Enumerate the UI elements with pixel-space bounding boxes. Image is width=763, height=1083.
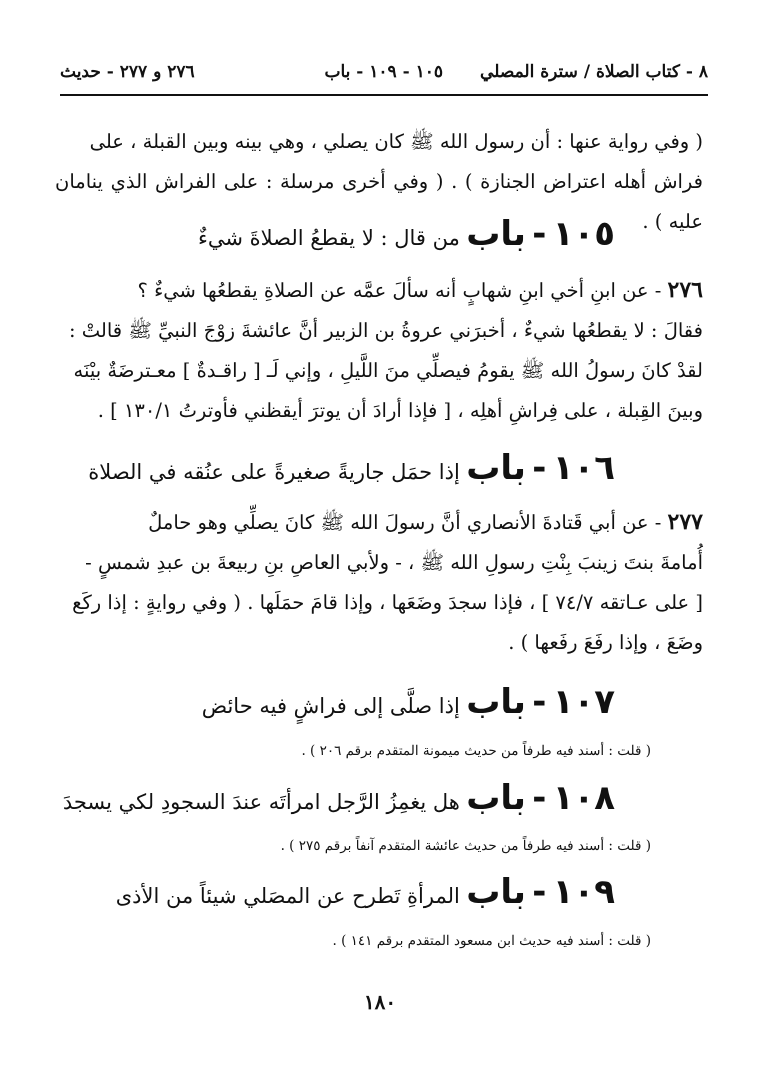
hadith-number: ٢٧٧ bbox=[667, 509, 703, 535]
chapter-heading-109 bbox=[116, 872, 615, 912]
hadith-line bbox=[55, 502, 703, 543]
intro-line: ( وفي رواية عنها : أن رسول الله ﷺ كان يصلي ، وهي بينه وبين القبلة ، على bbox=[89, 130, 703, 153]
chapter-number: ١٠٩ bbox=[552, 872, 615, 912]
hadith-number: ٢٧٦ bbox=[667, 277, 703, 303]
hadith-276 bbox=[55, 270, 703, 431]
chapter-number: ١٠٦ bbox=[552, 448, 615, 488]
chapter-number: ١٠٨ bbox=[552, 778, 615, 818]
chapter-dash: - bbox=[532, 872, 547, 912]
chapter-heading-106 bbox=[88, 448, 615, 488]
chapter-title: إذا حمَل جاريةً صغيرةً على عنُقه في الصلاة bbox=[88, 460, 460, 484]
hadith-text: - عن أبي قَتادةَ الأنصاري أنَّ رسولَ الله ﷺ كانَ يصلِّي وهو حاملٌ bbox=[148, 511, 662, 534]
header-divider bbox=[60, 94, 708, 96]
hadith-line: لقدْ كانَ رسولُ الله ﷺ يقومُ فيصلِّي منَ اللَّيلِ ، وإني لَـ [ راقـدةٌ ] معـترضَةٌ بيْنَه bbox=[73, 359, 703, 382]
chapter-title: المرأةِ تَطرح عن المصَلي شيئاً من الأذى bbox=[115, 884, 460, 908]
note-107: ( قلت : أسند فيه طرفاً من حديث ميمونة المتقدم برقم ٢٠٦ ) . bbox=[301, 743, 651, 759]
hadith-line: [ على عـاتقه ٧٤/٧ ] ، فإذا سجدَ وضَعَها ، وإذا قامَ حمَلَها . ( وفي روايةٍ : إذا ركَع bbox=[72, 591, 703, 614]
chapter-dash: - bbox=[532, 682, 547, 722]
chapter-number: ١٠٥ bbox=[552, 214, 615, 254]
chapter-dash: - bbox=[532, 778, 547, 818]
chapter-heading-107 bbox=[202, 682, 615, 722]
chapter-word: باب bbox=[466, 778, 526, 818]
note-108: ( قلت : أسند فيه طرفاً من حديث عائشة المتقدم آنفاً برقم ٢٧٥ ) . bbox=[280, 838, 651, 854]
chapter-title: إذا صلَّى إلى فراشٍ فيه حائض bbox=[201, 694, 460, 718]
note-109: ( قلت : أسند فيه حديث ابن مسعود المتقدم برقم ١٤١ ) . bbox=[332, 933, 651, 949]
header-book-chapter: ٨ - كتاب الصلاة / سترة المصلي bbox=[480, 62, 708, 82]
hadith-line: أُمامةَ بنتَ زينبَ بِنْتِ رسولِ الله ﷺ ، - ولأبي العاصِ بنِ ربيعةَ بن عبدِ شمسٍ - bbox=[85, 551, 703, 574]
header-chapter-range: ١٠٥ - ١٠٩ - باب bbox=[324, 62, 443, 82]
hadith-line bbox=[55, 270, 703, 311]
chapter-dash: - bbox=[532, 214, 547, 254]
running-header bbox=[60, 56, 708, 90]
chapter-heading-105 bbox=[198, 214, 615, 254]
hadith-line: وبينَ القِبلة ، على فِراشِ أهلِه ، [ فإذا أرادَ أن يوترَ أيقظني فأوترتُ ١٣٠/١ ] . bbox=[97, 399, 703, 422]
chapter-word: باب bbox=[466, 214, 526, 254]
chapter-title: هل يغمِزُ الرَّجل امرأتَه عندَ السجودِ لكي يسجدَ bbox=[62, 790, 460, 814]
header-hadith-range: ٢٧٦ و ٢٧٧ - حديث bbox=[60, 62, 195, 82]
hadith-line: فقالَ : لا يقطعُها شيءٌ ، أخبرَني عروةُ بن الزبير أنَّ عائشةَ زوْجَ النبيِّ ﷺ قالتْ : bbox=[69, 319, 703, 342]
hadith-277 bbox=[55, 502, 703, 663]
chapter-word: باب bbox=[466, 682, 526, 722]
chapter-word: باب bbox=[466, 872, 526, 912]
page-number: ١٨٠ bbox=[363, 990, 397, 1014]
hadith-line: وضَعَ ، وإذا رفَعَ رفَعها ) . bbox=[508, 631, 703, 654]
hadith-text: - عن ابنِ أخي ابنِ شهابٍ أنه سألَ عمَّه عن الصلاةِ يقطعُها شيءٌ ؟ bbox=[137, 279, 662, 302]
chapter-dash: - bbox=[532, 448, 547, 488]
chapter-title: من قال : لا يقطعُ الصلاةَ شيءٌ bbox=[197, 226, 460, 250]
chapter-heading-108 bbox=[63, 778, 615, 818]
intro-line: فراش أهله اعتراض الجنازة ) . ( وفي أخرى مرسلة : على الفراش الذي ينامان عليه ) . bbox=[55, 170, 703, 233]
chapter-word: باب bbox=[466, 448, 526, 488]
chapter-number: ١٠٧ bbox=[552, 682, 615, 722]
